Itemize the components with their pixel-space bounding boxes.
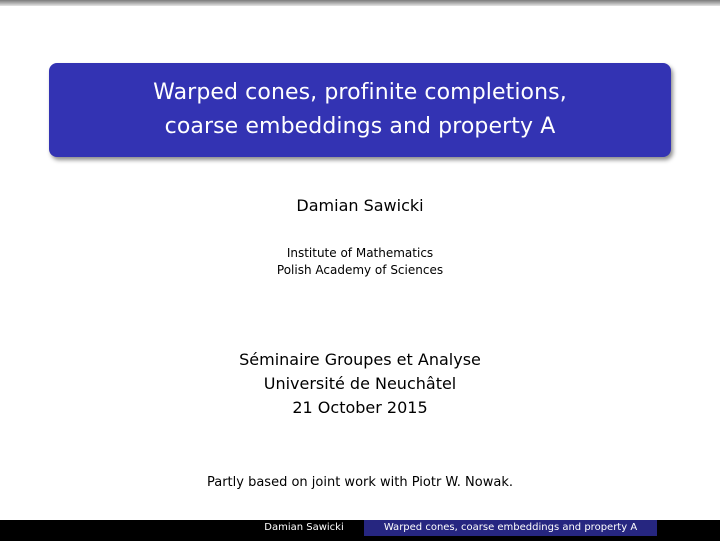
seminar-name: Séminaire Groupes et Analyse [239,350,481,369]
author-name: Damian Sawicki [296,196,424,215]
title-line-1: Warped cones, profinite completions, [153,80,567,105]
footer-bar [0,520,720,541]
title-box [49,63,671,157]
event-date: 21 October 2015 [292,398,428,417]
title-line-2: coarse embeddings and property A [164,114,556,139]
institute [0,245,720,279]
joint-work-note: Partly based on joint work with Piotr W. Nowak. [206,475,513,490]
institute-line-1: Institute of Mathematics [286,246,434,260]
institute-line-2: Polish Academy of Sciences [276,263,444,277]
footer-short-title: Warped cones, coarse embeddings and property A [364,520,657,536]
university-name: Université de Neuchâtel [263,374,457,393]
event-info [0,348,720,420]
top-rule [0,0,720,6]
footer-author: Damian Sawicki [244,520,364,536]
